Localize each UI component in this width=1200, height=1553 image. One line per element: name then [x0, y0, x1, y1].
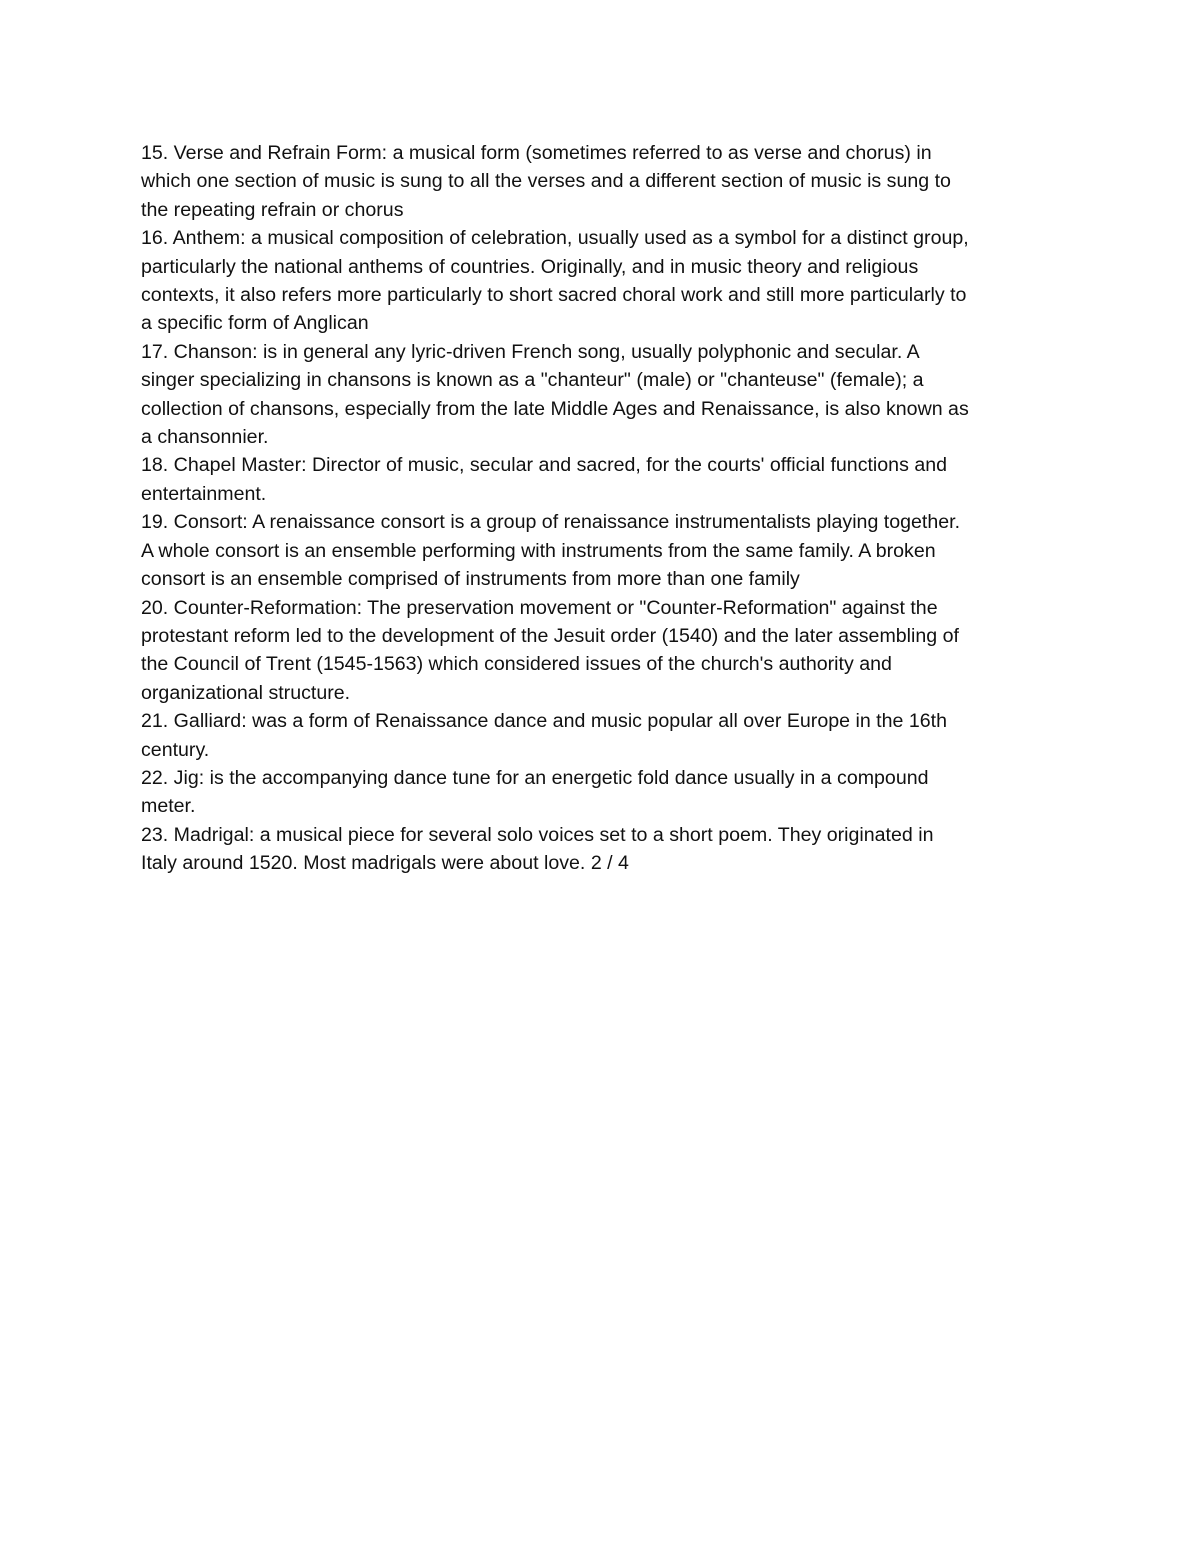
text-line: the Council of Trent (1545-1563) which considered issues of the church's authority and	[141, 653, 892, 676]
text-line: a specific form of Anglican	[141, 312, 369, 335]
text-line: particularly the national anthems of countries. Originally, and in music theory and religious	[141, 255, 919, 278]
text-line: A whole consort is an ensemble performing with instruments from the same family. A broken	[141, 539, 936, 562]
text-line: a chansonnier.	[141, 426, 269, 449]
text-line: 21. Galliard: was a form of Renaissance dance and music popular all over Europe in the 16th	[141, 710, 947, 733]
text-line: 23. Madrigal: a musical piece for several solo voices set to a short poem. They originated in	[141, 823, 934, 846]
text-line: 17. Chanson: is in general any lyric-driven French song, usually polyphonic and secular. A	[141, 340, 920, 363]
text-line: entertainment.	[141, 482, 267, 505]
text-line: century.	[141, 738, 210, 761]
text-line: 22. Jig: is the accompanying dance tune for an energetic fold dance usually in a compound	[141, 766, 929, 789]
text-line: contexts, it also refers more particularly to short sacred choral work and still more particularly to	[141, 284, 967, 307]
text-line: 18. Chapel Master: Director of music, secular and sacred, for the courts' official functions and	[141, 454, 948, 477]
text-line: singer specializing in chansons is known as a "chanteur" (male) or "chanteuse" (female); a	[141, 369, 924, 392]
text-line: 20. Counter-Reformation: The preservation movement or "Counter-Reformation" against the	[141, 596, 938, 619]
text-line: protestant reform led to the development of the Jesuit order (1540) and the later assembling of	[141, 624, 959, 647]
text-line: Italy around 1520. Most madrigals were about love. 2 / 4	[141, 852, 629, 875]
text-line: which one section of music is sung to all the verses and a different section of music is sung to	[141, 170, 951, 193]
text-line: 16. Anthem: a musical composition of celebration, usually used as a symbol for a distinct group,	[141, 227, 969, 250]
glossary-text	[141, 139, 1071, 878]
text-line: 15. Verse and Refrain Form: a musical form (sometimes referred to as verse and chorus) in	[141, 142, 932, 164]
text-line: the repeating refrain or chorus	[141, 198, 404, 221]
text-line: 19. Consort: A renaissance consort is a group of renaissance instrumentalists playing together.	[141, 511, 961, 534]
text-line: consort is an ensemble comprised of instruments from more than one family	[141, 568, 800, 591]
text-line: meter.	[141, 795, 196, 818]
text-line: organizational structure.	[141, 681, 351, 704]
text-line: collection of chansons, especially from the late Middle Ages and Renaissance, is also known as	[141, 397, 969, 420]
